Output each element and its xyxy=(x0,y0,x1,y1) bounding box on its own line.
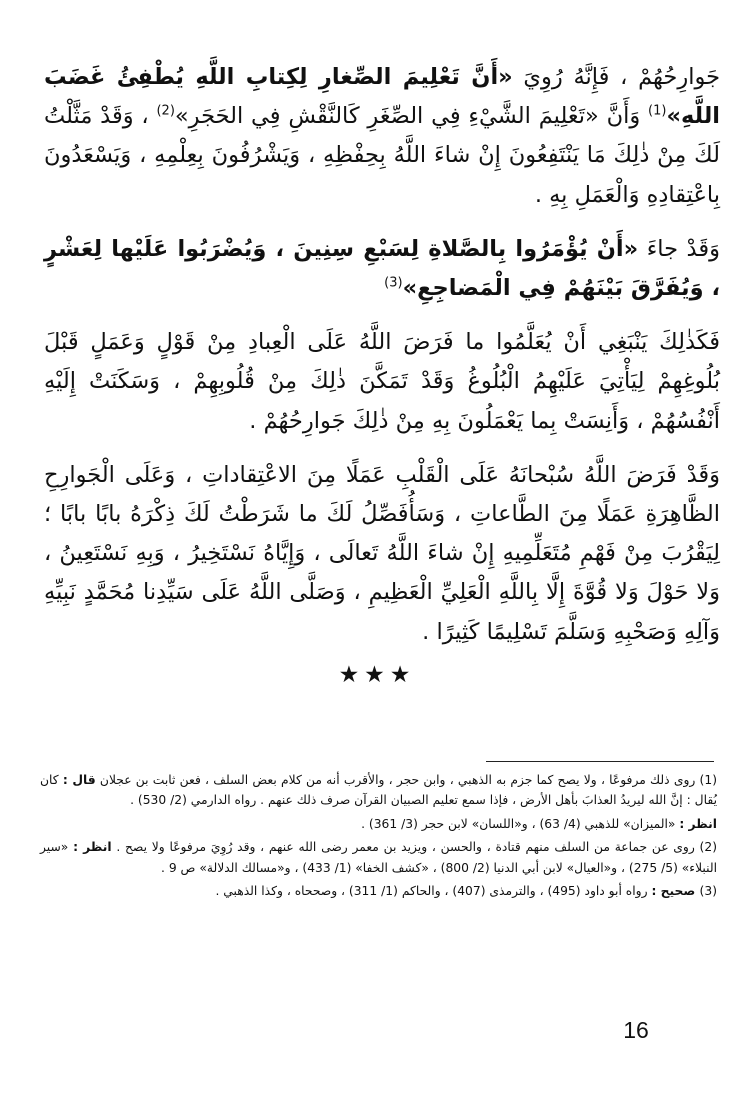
paragraph-4: وَقَدْ فَرَضَ اللَّهُ سُبْحانَهُ عَلَى الْقَلْبِ عَمَلًا مِنَ الاعْتِقاداتِ ، وَعَلَى الْجَوارِحِ الظَّاهِرَةِ عَمَلًا مِنَ الطَّاعاتِ ، وَسَأُفَصِّلُ لَكَ ما شَرَطْتُ لَكَ ذِكْرَهُ بابًا بابًا ؛ لِيَقْرُبَ مِنْ فَهْمِ مُتَعَلِّمِيهِ إِنْ شاءَ اللَّهُ تَعالَى ، وَإِيَّاهُ نَسْتَخِيرُ ، وَبِهِ نَسْتَعِينُ ، وَلا حَوْلَ وَلا قُوَّةَ إِلَّا بِاللَّهِ الْعَلِيِّ الْعَظِيمِ ، وَصَلَّى اللَّهُ عَلَى سَيِّدِنا مُحَمَّدٍ نَبِيِّهِ وَآلِهِ وَصَحْبِهِ وَسَلَّمَ تَسْلِيمًا كَثِيرًا . xyxy=(44,461,720,645)
footnote-text: روى عن جماعة من السلف منهم قتادة ، والحسن ، ويزيد بن معمر رضى الله عنهم ، وقد رُوِيَ مرفوعًا ولا يصح . xyxy=(111,840,700,855)
main-text xyxy=(44,58,720,652)
footnote-bold: صحيح : xyxy=(651,884,700,899)
footnote-1-references xyxy=(40,814,717,834)
footnote-text: روى ذلك مرفوعًا ، ولا يصح كما جزم به الذهبي ، وابن حجر ، والأقرب أنه من كلام بعض السلف ، فعن ثابت بن عجلان xyxy=(95,773,700,787)
paragraph-2 xyxy=(44,230,720,308)
hadith-quote: «أَنَّ تَعْلِيمَ الصِّغارِ لِكِتابِ اللَّهِ يُطْفِئُ غَضَبَ اللَّهِ» xyxy=(44,64,720,130)
footnote-text: كان يُقال : إنَّ الله ليريدُ العذابَ بأهل الأرض ، فإذا سمع تعليم الصبيان القرآن صرف ذلك عنهم . رواه الدارمي (2/ 530) . xyxy=(40,773,717,808)
footnote-3 xyxy=(40,881,717,901)
footnote-1 xyxy=(40,770,717,811)
footnote-2 xyxy=(40,837,717,878)
footnotes xyxy=(40,770,717,901)
footnote-bold: انظر : xyxy=(679,816,717,831)
footnote-text: «سير النبلاء» (5/ 275) ، و«العيال» لابن أبي الدنيا (2/ 800) ، «كشف الخفا» (1/ 433) ، و«مسالك الدلالة» ص 9 . xyxy=(40,840,717,875)
footnote-text: «الميزان» للذهبي (4/ 63) ، و«اللسان» لابن حجر (3/ 361) . xyxy=(361,816,680,831)
paragraph-3: فَكَذٰلِكَ يَنْبَغِي أَنْ يُعَلَّمُوا ما فَرَضَ اللَّهُ عَلَى الْعِبادِ مِنْ قَوْلٍ وَعَمَلٍ قَبْلَ بُلُوغِهِمْ لِيَأْتِيَ عَلَيْهِمُ الْبُلُوغُ وَقَدْ تَمَكَّنَ ذٰلِكَ مِنْ قُلُوبِهِمْ ، وَسَكَنَتْ إِلَيْهِ أَنْفُسُهُمْ ، وَأَنِسَتْ بِما يَعْمَلُونَ بِهِ مِنْ ذٰلِكَ جَوارِحُهُمْ . xyxy=(44,329,720,434)
paragraph-text: ، وَقَدْ مَثَّلْتُ لَكَ مِنْ ذٰلِكَ مَا يَنْتَفِعُونَ إِنْ شاءَ اللَّهُ بِحِفْظِهِ ، وَيَشْرُفُونَ بِعِلْمِهِ ، وَيَسْعَدُونَ بِاعْتِقادِهِ وَالْعَمَلِ بِهِ . xyxy=(44,103,720,208)
paragraph-1 xyxy=(44,58,720,215)
footnote-ref-2: (2) xyxy=(156,103,175,119)
hadith-quote: «أَنْ يُؤْمَرُوا بِالصَّلاةِ لِسَبْعِ سِنِينَ ، وَيُضْرَبُوا عَلَيْها لِعَشْرٍ ، وَيُفَرَّقَ بَيْنَهُمْ فِي الْمَضاجِعِ» xyxy=(44,235,720,302)
footnote-ref-3: (3) xyxy=(384,275,403,291)
footnote-number: (2) xyxy=(699,840,717,855)
footnote-text: رواه أبو داود (495) ، والترمذى (407) ، والحاكم (1/ 311) ، وصححاه ، وكذا الذهبي . xyxy=(215,884,652,899)
footnote-bold: انظر : xyxy=(73,840,112,855)
footnote-bold: قال : xyxy=(62,773,96,787)
paragraph-text: وَقَدْ جاءَ xyxy=(638,235,720,262)
footnote-ref-1: (1) xyxy=(648,103,667,119)
footnote-number: (1) xyxy=(699,773,717,787)
paragraph-text: جَوارِحُهُمْ ، فَإِنَّهُ رُوِيَ xyxy=(512,64,720,90)
footnote-divider xyxy=(486,761,714,762)
page-number: 16 xyxy=(623,1017,649,1043)
paragraph-text: وَأَنَّ «تَعْلِيمَ الشَّيْءِ فِي الصِّغَرِ كَالنَّقْشِ فِي الحَجَرِ» xyxy=(174,103,649,130)
section-separator: ★★★ xyxy=(338,662,416,688)
footnote-number: (3) xyxy=(699,884,717,899)
